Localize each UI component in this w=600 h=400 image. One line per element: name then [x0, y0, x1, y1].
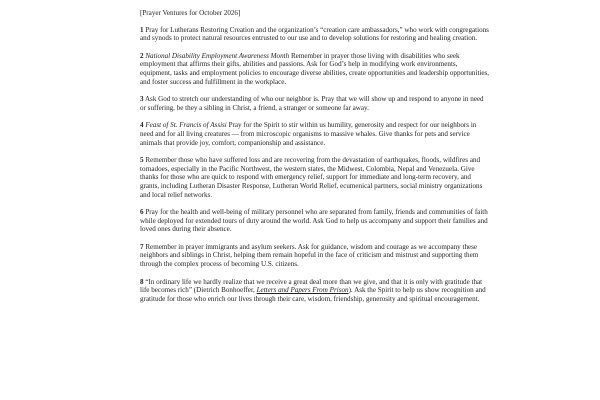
- document-body: [140, 9, 490, 312]
- citation-end: ).: [348, 286, 355, 295]
- item-number: 2: [140, 51, 144, 60]
- item-quote: “In ordinary life we hardly realize that we receive a great deal more than we give, and that it is only with gratitude that life becomes rich” (Dietrich Bonhoeffer,: [140, 277, 483, 295]
- prayer-item: [140, 156, 490, 199]
- item-number: 1: [140, 25, 144, 34]
- item-text: Remember those who have suffered loss and are recovering from the devastation of earthquakes, floods, wildfires and tornadoes, especially in the Pacific Northwest, the western states, the Midwest, Colombia, Nepal and Venezuela. Give thanks for those who are quick to respond with emergency relief, support for immediate and long-term recovery, and grants, including Lutheran Disaster Response, Lutheran World Relief, ecumenical partners, social ministry organizations and local relief networks.: [140, 156, 483, 199]
- item-text: Pray for the Spirit to stir within us humility, generosity and respect for our neighbors in need and for all living creatures — from microscopic organisms to massive whales. Give thanks for pets and service animals that provide joy, comfort, companionship and assistance.: [140, 121, 477, 147]
- item-number: 8: [140, 277, 144, 286]
- prayer-item: [140, 121, 490, 147]
- item-number: 4: [140, 121, 144, 130]
- item-text: Pray for the health and well-being of military personnel who are separated from family, friends and communities of faith while deployed for extended tours of duty around the world. Ask God to help us accompany and support their families and loved ones during their absence.: [140, 208, 488, 234]
- item-text: Remember in prayer immigrants and asylum seekers. Ask for guidance, wisdom and courage as we accompany these neighbors and siblings in Christ, helping them remain hopeful in the face of criticism and mistrust and supporting them through the complex process of becoming U.S. citizens.: [140, 242, 479, 269]
- item-heading: Feast of St. Francis of Assisi: [145, 121, 227, 130]
- prayer-item: [140, 278, 490, 304]
- citation-link[interactable]: Letters and Papers From Prison: [256, 286, 349, 295]
- item-text: Pray for Lutherans Restoring Creation and the organization’s “creation care ambassadors,” who work with congregations and synods to protect natural resources entrusted to our use and to develop solutions for restoring and healing creation.: [140, 25, 489, 43]
- prayer-item: [140, 52, 490, 86]
- document-header: [Prayer Ventures for October 2026]: [140, 9, 241, 17]
- prayer-item: [140, 26, 490, 43]
- item-heading: National Disability Employment Awareness Month: [145, 51, 290, 60]
- item-number: 6: [140, 208, 144, 217]
- prayer-item: [140, 208, 490, 234]
- item-number: 7: [140, 242, 144, 251]
- item-text: Remember in prayer those living with disabilities who seek employment that affirms their gifts, abilities and passions. Ask for God’s help in modifying work environments, equipment, tasks and employment policies to encourage diverse abilities, create opportunities and leadership opportunities, and foster success and fulfillment in the workplace.: [140, 51, 490, 86]
- item-number: 5: [140, 156, 144, 165]
- item-text: Ask God to stretch our understanding of who our neighbor is. Pray that we will show up and respond to anyone in need or suffering, be they a sibling in Christ, a friend, a stranger or someone far away.: [140, 95, 484, 112]
- item-number: 3: [140, 95, 144, 104]
- prayer-item: [140, 243, 490, 269]
- item-text: Ask the Spirit to help us show recognition and gratitude for those who enrich our lives through their care, wisdom, friendship, generosity and spiritual encouragement.: [140, 286, 486, 303]
- prayer-item: [140, 95, 490, 112]
